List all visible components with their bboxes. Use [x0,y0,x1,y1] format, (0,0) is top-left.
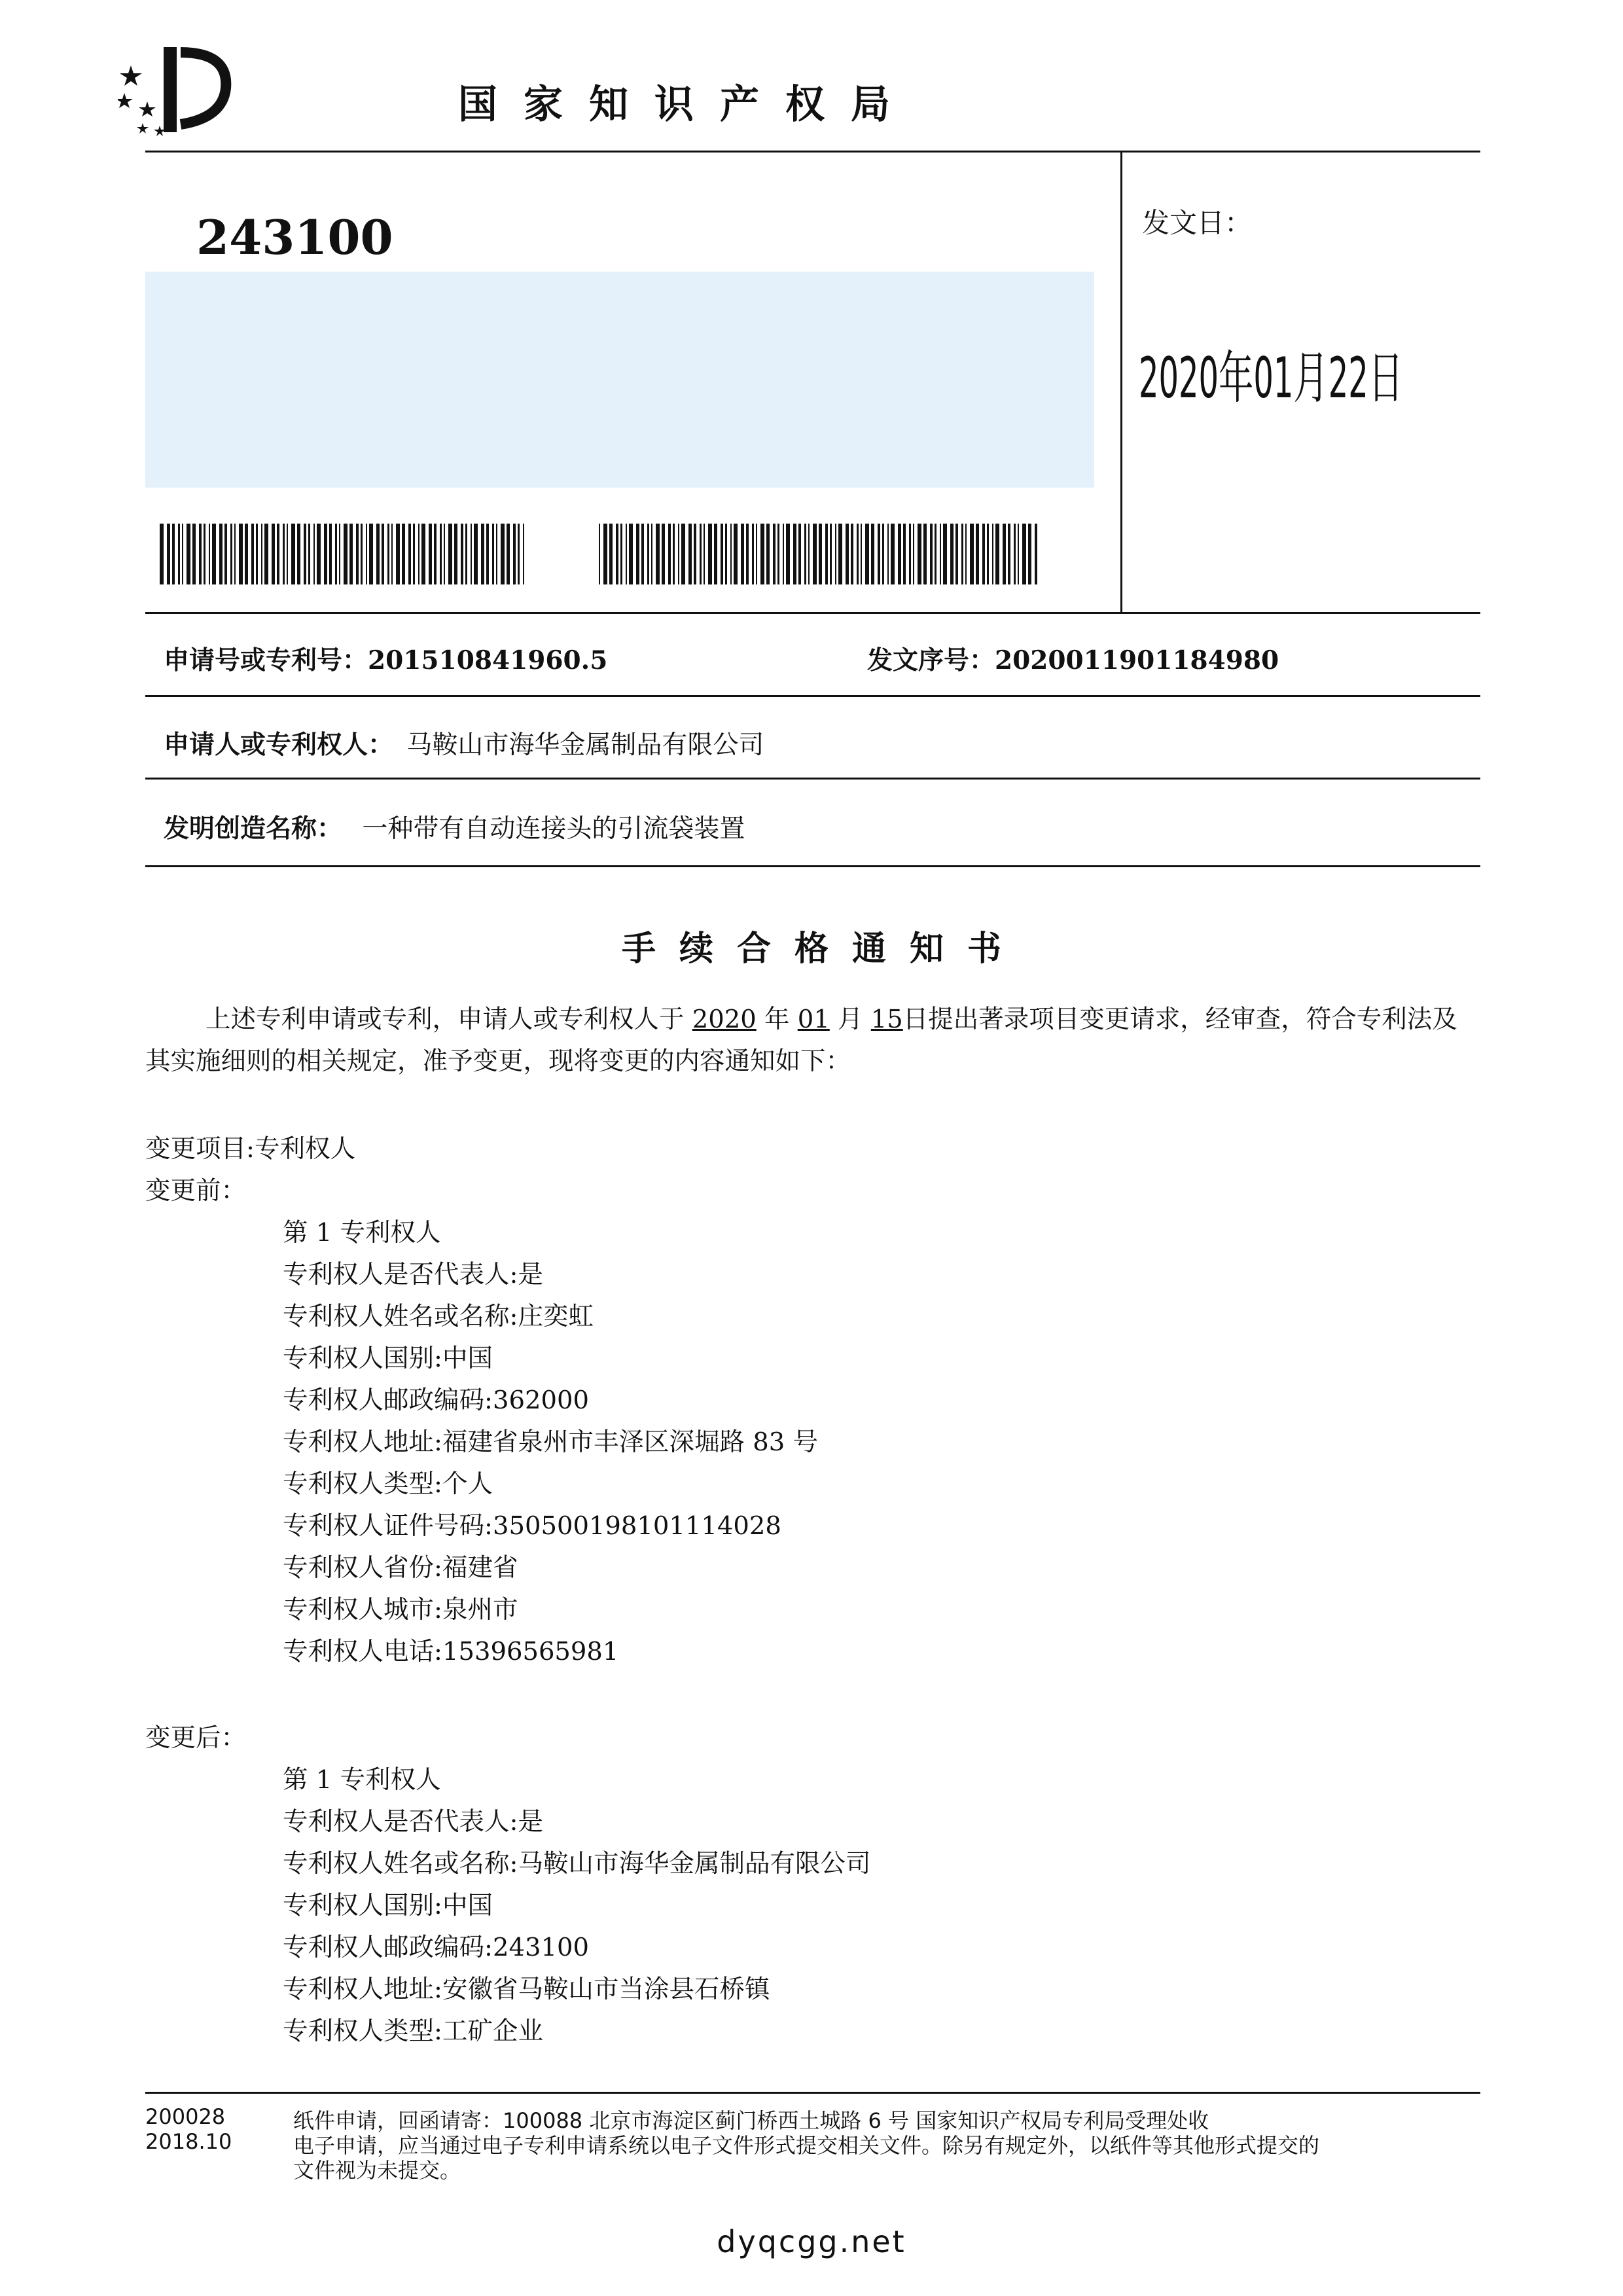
cnipa-logo [118,39,249,137]
application-number: 201510841960.5 [368,645,608,675]
before-line: 专利权人类型:个人 [283,1469,493,1499]
before-label: 变更前： [145,1176,247,1206]
applicant-label: 申请人或专利权人： [164,730,394,760]
notice-title: 手续合格通知书 [621,929,1025,969]
request-month: 01 [797,1005,830,1034]
notice-paragraph [145,999,1480,1083]
info-rule-3 [145,778,1480,780]
before-line: 专利权人电话:15396565981 [283,1637,619,1666]
after-line: 第 1 专利权人 [283,1765,441,1795]
request-day: 15 [870,1005,903,1034]
before-line: 第 1 专利权人 [283,1218,441,1247]
info-rule-1 [145,612,1480,614]
after-line: 专利权人地址:安徽省马鞍山市当涂县石桥镇 [283,1975,770,2004]
header-divider [1120,151,1122,614]
footer-electronic-line-2: 文件视为未提交。 [293,2158,461,2183]
after-label: 变更后： [145,1723,247,1753]
before-line: 专利权人地址:福建省泉州市丰泽区深堀路 83 号 [283,1427,818,1457]
before-line: 专利权人国别:中国 [283,1344,493,1373]
recipient-address-box [145,272,1094,488]
after-line: 专利权人姓名或名称:马鞍山市海华金属制品有限公司 [283,1849,871,1878]
footer-electronic-line-1: 电子申请，应当通过电子专利申请系统以电子文件形式提交相关文件。除另有规定外，以纸件等其他形式提交的 [293,2133,1320,2158]
recipient-postcode: 243100 [196,209,393,265]
invention-row [164,808,745,845]
applicant-name: 马鞍山市海华金属制品有限公司 [406,730,764,760]
before-line: 专利权人姓名或名称:庄奕虹 [283,1302,594,1331]
application-number-row [164,640,607,677]
header-rule [145,151,1480,152]
after-line: 专利权人国别:中国 [283,1891,493,1920]
issue-date-label: 发文日： [1142,207,1253,239]
paragraph-part-2: 日提出著录项目变更请求，经审查，符合专利法及其实施细则的相关规定，准予变更，现将变更的内容通知如下： [145,1005,1457,1076]
application-number-label: 申请号或专利号： [164,645,368,675]
paragraph-part-1: 上述专利申请或专利，申请人或专利权人于 [205,1005,685,1034]
before-line: 专利权人省份:福建省 [283,1553,518,1583]
before-line: 专利权人证件号码:350500198101114028 [283,1511,781,1541]
website-watermark: dyqcgg.net [717,2224,906,2259]
year-unit: 年 [764,1005,790,1034]
issue-date: 2020年01月22日 [1139,346,1404,411]
serial-number: 2020011901184980 [995,645,1279,675]
footer-paper-line: 纸件申请，回函请寄：100088 北京市海淀区蓟门桥西土城路 6 号 国家知识产权局专利局受理处收 [293,2108,1209,2133]
change-item: 变更项目:专利权人 [145,1134,355,1164]
serial-number-row [867,640,1279,677]
office-name: 国家知识产权局 [458,82,916,128]
before-line: 专利权人是否代表人:是 [283,1260,543,1289]
invention-title: 一种带有自动连接头的引流袋装置 [362,814,745,844]
after-line: 专利权人邮政编码:243100 [283,1933,589,1962]
before-line: 专利权人邮政编码:362000 [283,1386,589,1415]
after-line: 专利权人类型:工矿企业 [283,2017,543,2046]
before-line: 专利权人城市:泉州市 [283,1595,518,1624]
form-version: 2018.10 [145,2129,232,2154]
footer-rule [145,2092,1480,2094]
invention-label: 发明创造名称： [164,814,343,844]
month-unit: 月 [838,1005,863,1034]
info-rule-4 [145,865,1480,867]
barcode-left [160,524,526,584]
serial-number-label: 发文序号： [867,645,995,675]
request-year: 2020 [692,1005,757,1034]
after-line: 专利权人是否代表人:是 [283,1807,543,1837]
applicant-row [164,725,764,761]
barcode-right [599,524,1037,584]
form-code: 200028 [145,2104,226,2129]
info-rule-2 [145,695,1480,697]
